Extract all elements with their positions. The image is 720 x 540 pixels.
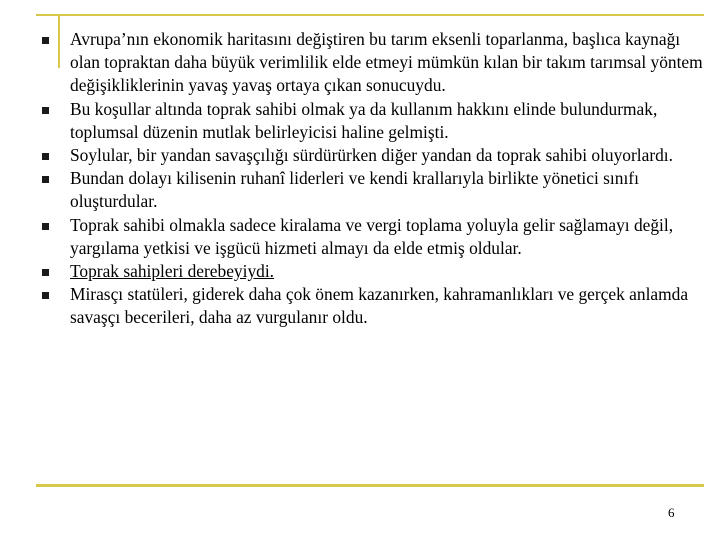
square-bullet-icon bbox=[42, 176, 49, 183]
bullet-list bbox=[38, 28, 708, 330]
bullet-item bbox=[38, 167, 708, 213]
bullet-item bbox=[38, 144, 708, 167]
square-bullet-icon bbox=[42, 37, 49, 44]
bullet-text: Mirasçı statüleri, giderek daha çok önem kazanırken, kahramanlıkları ve gerçek anlamda savaşçı becerileri, daha az vurgulanır oldu. bbox=[70, 284, 689, 328]
bottom-divider bbox=[36, 484, 704, 487]
bullet-item bbox=[38, 283, 708, 329]
bullet-text: Avrupa’nın ekonomik haritasını değiştiren bu tarım eksenli toparlanma, başlıca kaynağı olan topraktan daha büyük verimlilik elde etmeyi mümkün kılan bir takım tarımsal yöntem değişikliklerinin yavaş yavaş ortaya çıkan sonucuydu. bbox=[70, 29, 703, 96]
bullet-item bbox=[38, 260, 708, 283]
top-divider bbox=[36, 14, 704, 16]
page-number: 6 bbox=[668, 505, 675, 520]
bullet-text: Bu koşullar altında toprak sahibi olmak ya da kullanım hakkını elinde bulundurmak, toplumsal düzenin mutlak belirleyicisi haline gelmişti. bbox=[70, 98, 658, 142]
bullet-text: Soylular, bir yandan savaşçılığı sürdürürken diğer yandan da toprak sahibi oluyorlardı. bbox=[70, 145, 673, 166]
square-bullet-icon bbox=[42, 269, 49, 276]
bullet-text: Toprak sahibi olmakla sadece kiralama ve vergi toplama yoluyla gelir sağlamayı değil, yargılama yetkisi ve işgücü hizmeti almayı da elde etmiş oldular. bbox=[70, 214, 674, 258]
bullet-item bbox=[38, 98, 708, 144]
square-bullet-icon bbox=[42, 153, 49, 160]
square-bullet-icon bbox=[42, 223, 49, 230]
bullet-item bbox=[38, 214, 708, 260]
bullet-item bbox=[38, 28, 708, 98]
square-bullet-icon bbox=[42, 107, 49, 114]
bullet-text: Toprak sahipleri derebeyiydi. bbox=[70, 261, 275, 282]
square-bullet-icon bbox=[42, 292, 49, 299]
bullet-text: Bundan dolayı kilisenin ruhanî liderleri ve kendi krallarıyla birlikte yönetici sınıfı oluşturdular. bbox=[70, 168, 639, 212]
